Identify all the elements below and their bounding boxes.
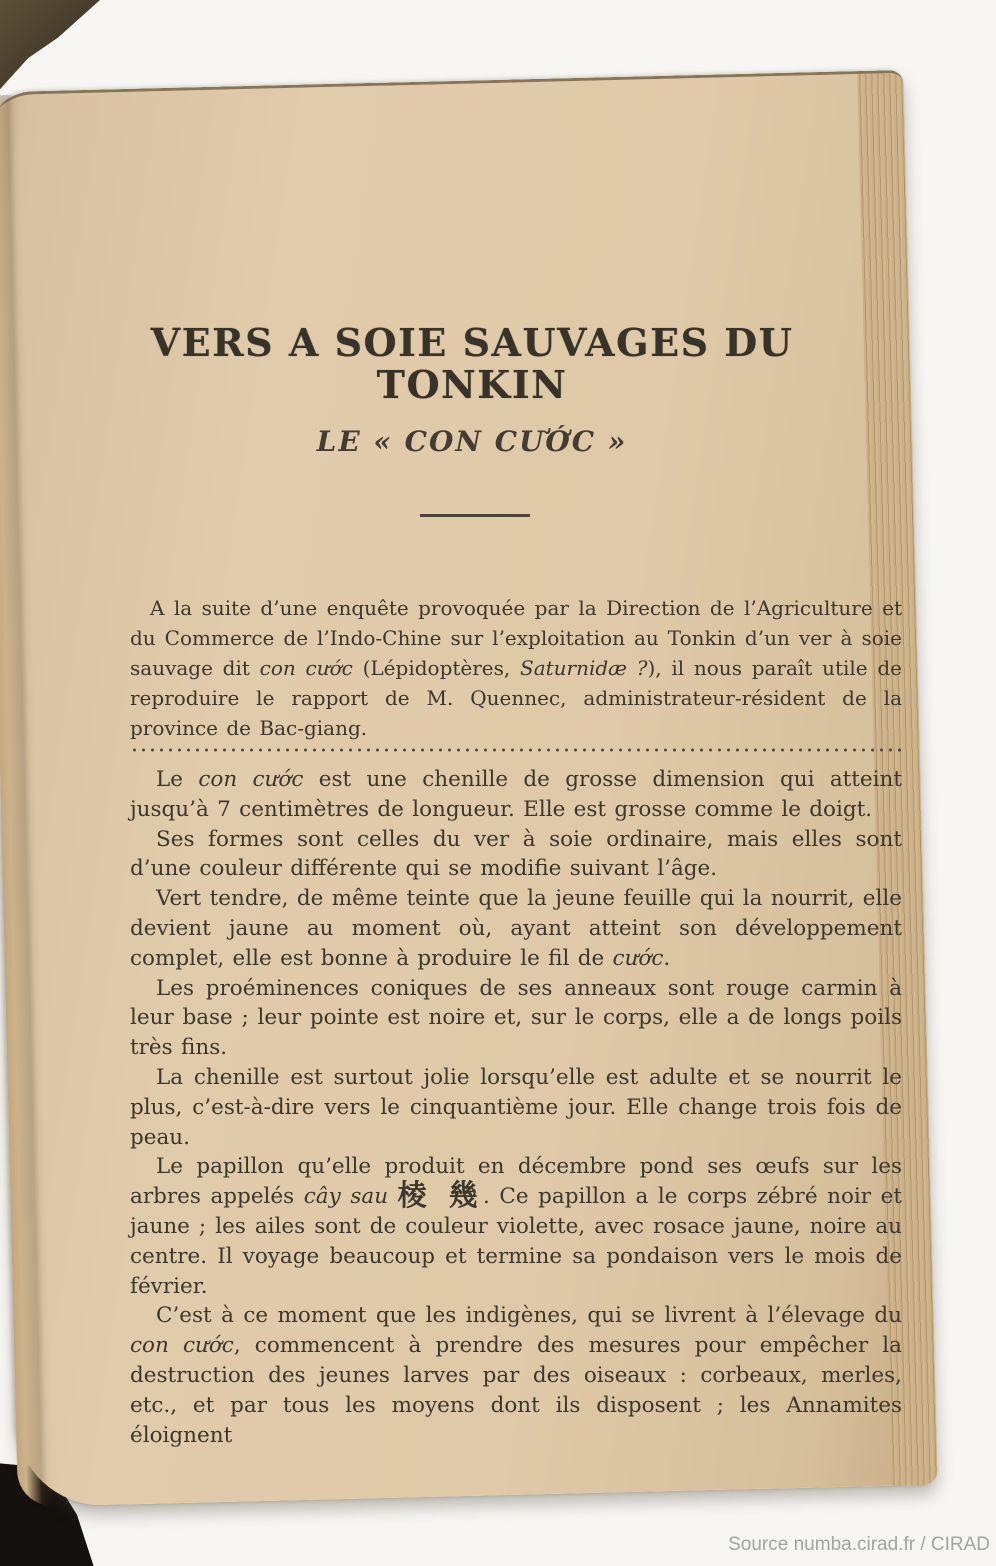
nom-characters: 棱 幾: [397, 1178, 483, 1213]
body-text: Le: [156, 767, 199, 792]
term-con-cuoc: con cước: [259, 656, 353, 680]
paragraph: [130, 765, 902, 825]
body-text: [388, 1184, 398, 1209]
dotted-separator: [130, 747, 902, 753]
body-text: .: [663, 945, 671, 971]
paragraph: [130, 974, 902, 1063]
page-gutter-shadow: [0, 95, 54, 1507]
term-cay-sau: cây sau: [303, 1184, 389, 1210]
intro-paragraph: [130, 593, 902, 743]
heading-rule: [420, 514, 530, 517]
paragraph: [130, 1152, 902, 1301]
term-con-cuoc: con cước: [130, 1333, 234, 1359]
intro-text: ), il nous paraît utile de reproduire le rapport de M. Quennec, administrateur-résident de la province de Bac-giang.: [130, 656, 903, 740]
body-text: Vert tendre, de même teinte que la jeune feuille qui la nourrit, elle devient jaune au moment où, ayant atteint son développement complet, elle est bonne à produire le fil de: [130, 886, 902, 971]
body-text: Ses formes sont celles du ver à soie ordinaire, mais elles sont d’une couleur différente qui se modifie suivant l’âge.: [130, 826, 902, 882]
report-body: [130, 765, 902, 1450]
page-subtitle: LE « CON CƯỚC »: [316, 425, 628, 458]
page-title: VERS A SOIE SAUVAGES DU TONKIN: [150, 320, 794, 407]
source-attribution: Source numba.cirad.fr / CIRAD: [728, 1534, 990, 1555]
paragraph: [130, 884, 902, 973]
body-text: La chenille est surtout jolie lorsqu’elle est adulte et se nourrit le plus, c’est-à-dire vers le cinquantième jour. Elle change trois fois de peau.: [130, 1064, 902, 1150]
intro-text: (Lépidoptères,: [352, 656, 520, 680]
body-text: C’est à ce moment que les indigènes, qui se livrent à l’élevage du: [156, 1303, 902, 1329]
term-saturnidae: Saturnidæ ?: [520, 656, 648, 680]
book-cover-top-left: [0, 0, 100, 94]
paragraph: [130, 1301, 902, 1450]
intro-text: A la suite d’une enquête provoquée par la Direction de l’Agriculture et du Commerce de l’Indo-Chine sur l’exploitation au Tonkin d’un ver à soie sauvage dit: [130, 596, 902, 680]
body-text: Le papillon qu’elle produit en décembre pond ses œufs sur les arbres appelés: [130, 1154, 902, 1210]
body-text: Les proéminences coniques de ses anneaux sont rouge carmin à leur base ; leur pointe est noire et, sur le corps, elle a de longs poils très fins.: [130, 975, 902, 1061]
body-text: . Ce papillon a le corps zébré noir et jaune ; les ailes sont de couleur violette, avec rosace jaune, noire au centre. Il voyage beaucoup et termine sa pondaison vers le mois de février.: [130, 1184, 903, 1299]
paragraph: [130, 1063, 902, 1152]
paragraph: [130, 825, 902, 885]
term-cuoc: cước: [612, 945, 664, 971]
body-text: est une chenille de grosse dimension qui atteint jusqu’à 7 centimètres de longueur. Elle est grosse comme le doigt.: [130, 767, 902, 822]
page-content: [130, 322, 902, 1450]
term-con-cuoc: con cước: [198, 767, 304, 792]
body-text: , commencent à prendre des mesures pour empêcher la destruction des jeunes larves par des oiseaux : corbeaux, merles, etc., et par tous les moyens dont ils disposent ; les Annamites éloignent: [130, 1333, 903, 1448]
